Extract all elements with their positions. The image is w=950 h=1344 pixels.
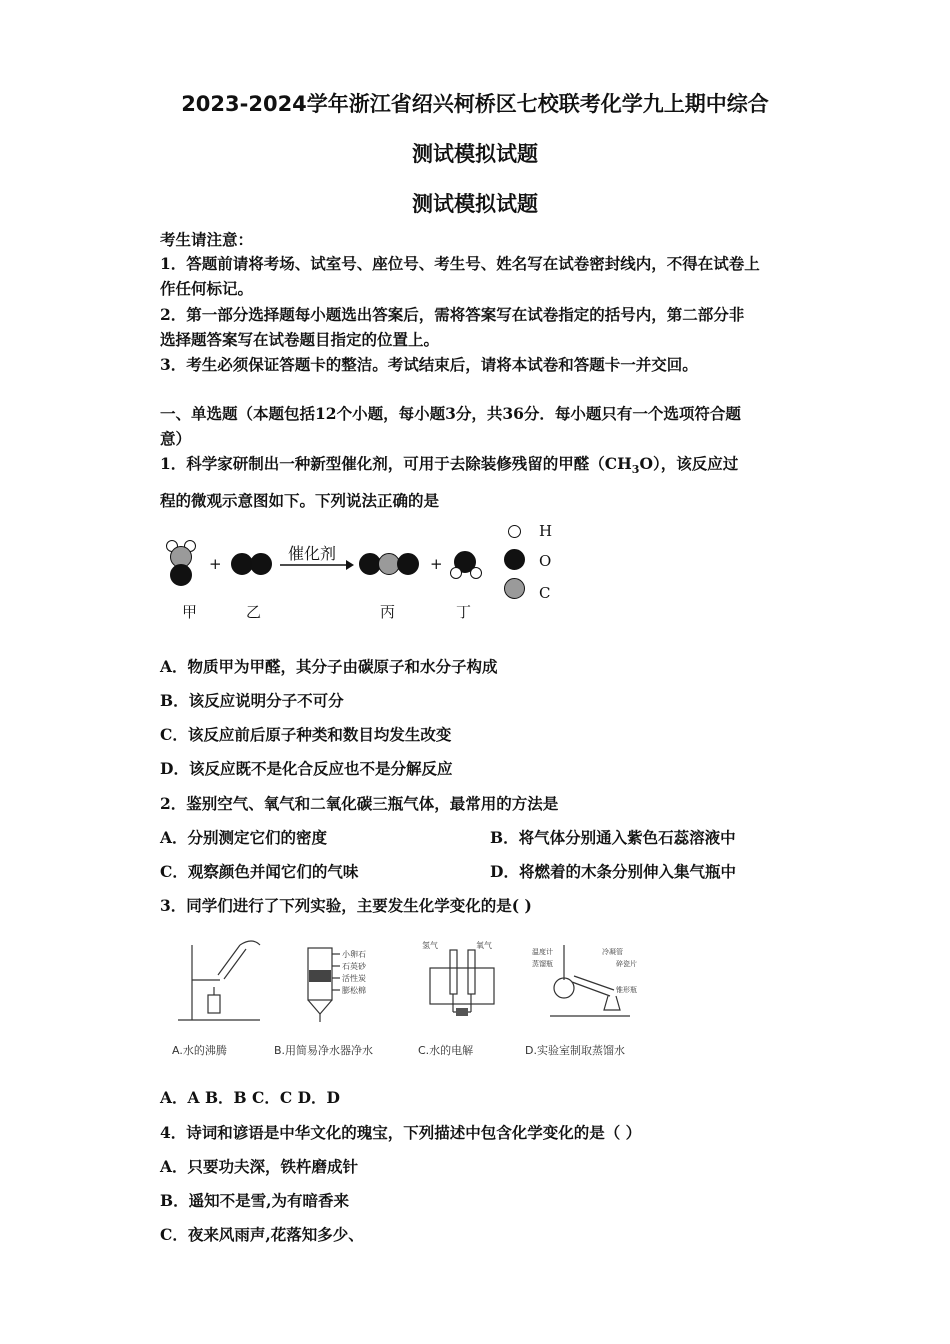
label-yi: 乙 bbox=[246, 603, 262, 621]
label-bing: 丙 bbox=[380, 603, 396, 621]
section-heading-line-2: 意） bbox=[160, 429, 192, 448]
question-4-option-c: C．夜来风雨声,花落知多少、 bbox=[160, 1225, 364, 1244]
notice-item-1-line-2: 作任何标记。 bbox=[160, 279, 254, 298]
notice-item-2-line-2: 选择题答案写在试卷题目指定的位置上。 bbox=[160, 330, 440, 349]
o-atom bbox=[250, 553, 272, 575]
filter-label-cotton: 膨松棉 bbox=[342, 986, 366, 995]
question-2-option-c: C．观察颜色并闻它们的气味 bbox=[160, 862, 359, 881]
question-1-option-d: D．该反应既不是化合反应也不是分解反应 bbox=[160, 759, 453, 778]
electrolysis-label-oxygen: 氧气 bbox=[476, 941, 492, 950]
filter-label-pebble: 小卵石 bbox=[342, 950, 366, 959]
figure-water-filter bbox=[300, 940, 380, 1025]
legend-o-label: O bbox=[539, 552, 552, 570]
legend-c-atom bbox=[504, 578, 525, 599]
question-2-option-d: D．将燃着的木条分别伸入集气瓶中 bbox=[490, 862, 736, 881]
filter-label-carbon: 活性炭 bbox=[342, 974, 366, 983]
h-atom bbox=[470, 567, 482, 579]
question-1-option-a: A．物质甲为甲醛，其分子由碳原子和水分子构成 bbox=[160, 657, 498, 676]
question-1-stem-line-2: 程的微观示意图如下。下列说法正确的是 bbox=[160, 491, 440, 510]
reaction-arrow bbox=[280, 558, 354, 572]
catalyst-label: 催化剂 bbox=[288, 544, 337, 563]
question-4-stem: 4．诗词和谚语是中华文化的瑰宝，下列描述中包含化学变化的是（ ） bbox=[160, 1123, 642, 1142]
question-2-stem: 2．鉴别空气、氧气和二氧化碳三瓶气体，最常用的方法是 bbox=[160, 794, 559, 813]
o-atom bbox=[170, 564, 192, 586]
figure-caption-a: A.水的沸腾 bbox=[172, 1044, 227, 1057]
page-title: 2023-2024学年浙江省绍兴柯桥区七校联考化学九上期中综合 bbox=[181, 92, 769, 116]
section-heading-line-1: 一、单选题（本题包括12个小题，每小题3分，共36分．每小题只有一个选项符合题 bbox=[160, 404, 741, 423]
o-atom bbox=[397, 553, 419, 575]
filter-label-sand: 石英砂 bbox=[342, 962, 366, 971]
distill-label-flask: 蒸馏瓶 bbox=[532, 960, 553, 968]
question-2-option-a: A．分别测定它们的密度 bbox=[160, 828, 328, 847]
figure-caption-b: B.用简易净水器净水 bbox=[274, 1044, 374, 1057]
notice-item-1-line-1: 1．答题前请将考场、试室号、座位号、考生号、姓名写在试卷密封线内，不得在试卷上 bbox=[160, 254, 760, 273]
question-1-stem: 1．科学家研制出一种新型催化剂，可用于去除装修残留的甲醛$(CH_3O)$，该反应过 bbox=[160, 454, 739, 476]
plus-sign: + bbox=[209, 555, 222, 573]
page-subtitle-repeat: 测试模拟试题 bbox=[412, 192, 538, 216]
distill-label-chips: 碎瓷片 bbox=[616, 960, 637, 968]
question-3-stem: 3．同学们进行了下列实验，主要发生化学变化的是( ) bbox=[160, 896, 532, 915]
legend-h-atom bbox=[508, 525, 521, 538]
label-ding: 丁 bbox=[456, 603, 472, 621]
figure-caption-d: D.实验室制取蒸馏水 bbox=[525, 1044, 625, 1057]
legend-o-atom bbox=[504, 549, 525, 570]
question-1-option-c: C．该反应前后原子种类和数目均发生改变 bbox=[160, 725, 452, 744]
figure-caption-c: C.水的电解 bbox=[418, 1044, 474, 1057]
legend-c-label: C bbox=[539, 584, 551, 602]
question-1-option-b: B．该反应说明分子不可分 bbox=[160, 691, 344, 710]
notice-item-2-line-1: 2．第一部分选择题每小题选出答案后，需将答案写在试卷指定的括号内，第二部分非 bbox=[160, 305, 745, 324]
plus-sign: + bbox=[430, 555, 443, 573]
electrolysis-label-hydrogen: 氢气 bbox=[422, 941, 438, 950]
question-3-options: A．A B．B C．C D．D bbox=[160, 1088, 340, 1107]
distill-label-thermometer: 温度计 bbox=[532, 948, 553, 956]
figure-water-electrolysis bbox=[420, 938, 510, 1023]
label-jia: 甲 bbox=[182, 603, 198, 621]
distill-label-condenser: 冷凝管 bbox=[602, 948, 623, 956]
figure-water-boiling bbox=[170, 935, 270, 1030]
notice-heading: 考生请注意： bbox=[160, 230, 254, 249]
question-4-option-b: B．遥知不是雪,为有暗香来 bbox=[160, 1191, 349, 1210]
distill-label-receiver: 锥形瓶 bbox=[616, 986, 637, 994]
figure-distillation bbox=[530, 940, 650, 1025]
h-atom bbox=[450, 567, 462, 579]
legend-h-label: H bbox=[539, 522, 553, 540]
question-4-option-a: A．只要功夫深，铁杵磨成针 bbox=[160, 1157, 359, 1176]
question-2-option-b: B．将气体分别通入紫色石蕊溶液中 bbox=[490, 828, 736, 847]
notice-item-3: 3．考生必须保证答题卡的整洁。考试结束后，请将本试卷和答题卡一并交回。 bbox=[160, 355, 698, 374]
page-subtitle: 测试模拟试题 bbox=[412, 142, 538, 166]
